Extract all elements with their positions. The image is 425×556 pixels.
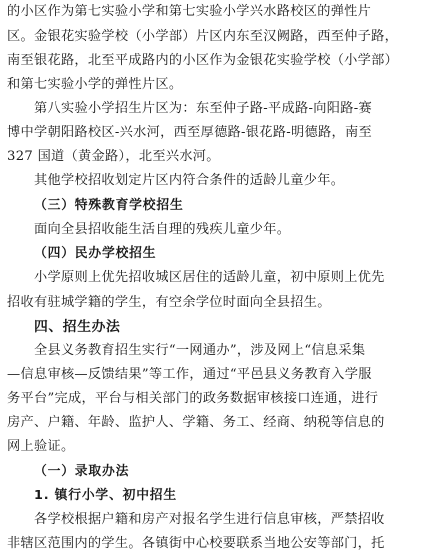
text-line: 面向全县招收能生活自理的残疾儿童少年。: [34, 222, 291, 237]
text-line: 其他学校招收划定片区内符合条件的适龄儿童少年。: [34, 173, 345, 188]
text-line: 博中学朝阳路校区-兴水河，西至厚德路-银花路-明德路，南至: [7, 125, 372, 140]
main-heading: 四、招生办法: [34, 319, 121, 335]
text-line: 全县义务教育招生实行“一网通办”，涉及网上“信息采集: [34, 343, 366, 358]
section-heading: （四）民办学校招生: [34, 246, 157, 261]
text-line: 小学原则上优先招收城区居住的适龄儿童，初中原则上优先: [34, 270, 385, 285]
text-line: 务平台”完成，平台与相关部门的政务数据审核接口连通，进行: [7, 391, 379, 406]
text-line: 区。金银花实验学校（小学部）片区内东至汉阙路，西至仲子路，: [7, 29, 399, 44]
text-line: 和第七实验小学的弹性片区。: [7, 77, 183, 92]
text-line: 327 国道（黄金路），北至兴水河。: [7, 149, 220, 164]
text-line: 非辖区范围内的学生。各镇街中心校要联系当地公安等部门，托: [7, 536, 385, 551]
subsection-heading: 1. 镇行小学、初中招生: [34, 488, 177, 503]
section-heading: （一）录取办法: [34, 464, 130, 479]
text-line: 第八实验小学招生片区为：东至仲子路-平成路-向阳路-赛: [34, 101, 372, 116]
text-line: 的小区作为第七实验小学和第七实验小学兴水路校区的弹性片: [7, 4, 372, 19]
text-line: 招收有驻城学籍的学生，有空余学位时面向全县招生。: [7, 295, 331, 310]
text-line: 网上验证。: [7, 439, 75, 454]
text-line: 房产、户籍、年龄、监护人、学籍、务工、经商、纳税等信息的: [7, 415, 385, 430]
text-line: 南至银花路，北至平成路内的小区作为金银花实验学校（小学部）: [7, 53, 399, 68]
section-heading: （三）特殊教育学校招生: [34, 198, 184, 213]
text-line: —信息审核—反馈结果”等工作，通过“平邑县义务教育入学服: [7, 367, 372, 382]
text-line: 各学校根据户籍和房产对报名学生进行信息审核，严禁招收: [34, 512, 385, 527]
